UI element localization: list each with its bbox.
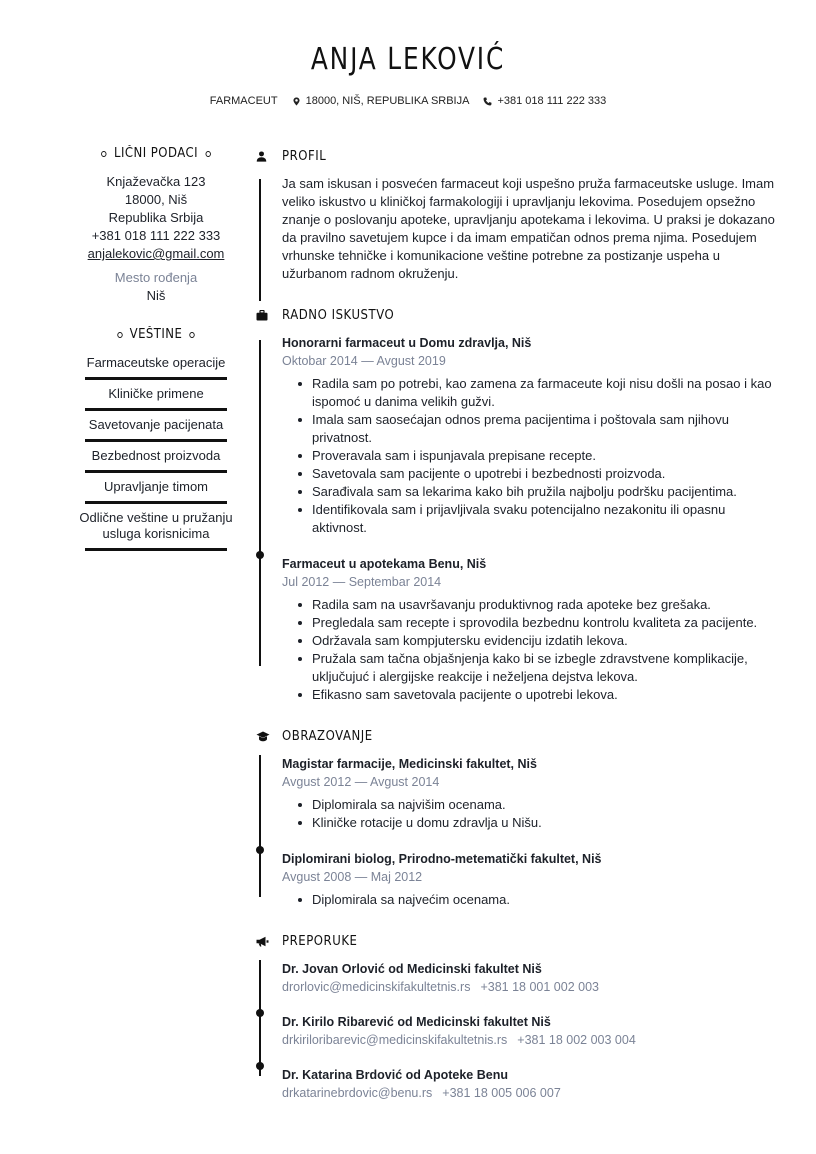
profile-heading [256,146,776,166]
person-icon [256,151,267,162]
header-contact-line [0,95,816,107]
education-heading [256,726,776,746]
skill-item: Upravljanje timom [103,479,209,494]
left-column [56,146,256,552]
timeline-node [256,1062,264,1070]
degree-date: Avgust 2008 — Maj 2012 [282,870,423,884]
reference-email[interactable]: drkatarinebrdovic@benu.rs [282,1086,433,1100]
job-entry [282,555,776,704]
reference-phone: +381 18 001 002 003 [480,980,599,994]
personal-heading-text: LIČNI PODACI [114,146,198,161]
skill-bar [85,501,227,504]
reference-email[interactable]: drorlovic@medicinskifakultetnis.rs [282,980,471,994]
bullet-item: Identifikovala sam i prijavljivala svaku potencijalno nezakonitu ili opasnu aktivnost. [282,501,776,537]
reference-contact [282,978,776,996]
job-title: Honorarni farmaceut u Domu zdravlja, Niš [282,336,532,350]
education-entry [282,850,776,909]
degree-title: Magistar farmacije, Medicinski fakultet, Niš [282,757,537,771]
bullet-item: Diplomirala sa najvećim ocenama. [282,891,776,909]
bullet-item: Savetovala sam pacijente o upotrebi i bezbednosti proizvoda. [282,465,776,483]
address-country: Republika Srbija [108,210,204,225]
profile-text: Ja sam iskusan i posvećen farmaceut koji uspešno pruža farmaceutske usluge. Imam veliko iskustvo u kliničkoj farmakologiji i upravljanju lekovima. Posedujem opsežno znanje o poslovanju apoteke, upravljanju apotekama i lekovima. U praksi je dokazano da pravilno savetujem kupce i da imam empatičan odnos prema njima. Posedujem vrhunske tehničke i komunikacione veštine potrebne za postizanje uspeha u užurbanom radnom okruženju. [282,176,775,281]
header-phone-text: +381 018 111 222 333 [497,95,607,107]
skill-bar [85,377,227,380]
timeline-node [256,551,264,559]
bullet-item: Proveravala sam i ispunjavala prepisane recepte. [282,447,776,465]
heading-dot-icon [101,151,106,157]
phone-icon [483,97,492,106]
timeline-line [259,340,261,666]
header-location-text: 18000, NIŠ, REPUBLIKA SRBIJA [305,95,470,107]
job-date: Oktobar 2014 — Avgust 2019 [282,354,446,368]
heading-dot-icon [205,151,210,157]
location-pin-icon [292,97,301,106]
heading-dot-icon [190,332,195,338]
timeline-line [259,755,261,897]
degree-date: Avgust 2012 — Avgust 2014 [282,775,440,789]
bullet-item: Imala sam saosećajan odnos prema pacijentima i poštovala sam njihovu privatnost. [282,411,776,447]
personal-phone: +381 018 111 222 333 [91,228,221,243]
skills-heading-text: VEŠTINE [129,327,183,342]
skill-item: Kliničke primene [108,386,204,401]
reference-phone: +381 18 002 003 004 [517,1033,636,1047]
bullet-item: Pružala sam tačna objašnjenja kako bi se izbegle zdravstvene komplikacije, uključujuć i alergijske reakcije i neželjena dejstva lekova. [282,650,776,686]
heading-dot-icon [117,332,122,338]
megaphone-icon [256,936,269,947]
timeline-line [259,179,261,301]
email-link[interactable]: anjalekovic@gmail.com [87,246,225,261]
degree-bullets [282,796,776,832]
reference-entry [282,1066,776,1102]
job-bullets [282,375,776,537]
skills-list [56,350,256,551]
reference-entry [282,1013,776,1049]
candidate-name: ANJA LEKOVIĆ [310,42,506,77]
timeline-node [256,846,264,854]
experience-heading [256,305,776,325]
bullet-item: Radila sam na usavršavanju produktivnog rada apoteke bez grešaka. [282,596,776,614]
reference-name: Dr. Katarina Brdović od Apoteke Benu [282,1068,508,1082]
reference-contact [282,1031,776,1049]
briefcase-icon [256,310,268,321]
bullet-item: Sarađivala sam sa lekarima kako bih pružila najbolju podršku pacijentima. [282,483,776,501]
experience-heading-text: RADNO ISKUSTVO [282,307,395,323]
job-date: Jul 2012 — Septembar 2014 [282,575,442,589]
job-title-text: FARMACEUT [209,95,278,107]
skill-item: Savetovanje pacijenata [88,417,224,432]
timeline-line [259,960,261,1076]
birthplace-value: Niš [146,288,166,303]
header-location [292,95,470,107]
skill-item: Farmaceutske operacije [86,355,226,370]
bullet-item: Efikasno sam savetovala pacijente o upotrebi lekova. [282,686,776,704]
skill-bar [85,408,227,411]
job-title [210,95,278,107]
skill-item: Odlične veštine u pružanju usluga korisnicima [79,510,233,541]
bullet-item: Kliničke rotacije u domu zdravlja u Nišu. [282,814,776,832]
job-entry [282,334,776,537]
profile-section [256,175,776,283]
birthplace-label: Mesto rođenja [114,270,198,285]
personal-details [56,173,256,305]
references-heading [256,931,776,951]
skill-bar [85,470,227,473]
education-heading-text: OBRAZOVANJE [282,728,373,744]
job-title: Farmaceut u apotekama Benu, Niš [282,557,487,571]
address-city: 18000, Niš [124,192,188,207]
job-bullets [282,596,776,704]
right-column [256,146,776,1102]
bullet-item: Radila sam po potrebi, kao zamena za farmaceute koji nisu došli na posao i kao ispomoć u danima velikih gužvi. [282,375,776,411]
graduation-cap-icon [256,731,270,742]
bullet-item: Pregledala sam recepte i sprovodila bezbednu kontrolu kvaliteta za pacijente. [282,614,776,632]
profile-heading-text: PROFIL [282,148,327,164]
degree-bullets [282,891,776,909]
references-heading-text: PREPORUKE [282,933,358,949]
education-section [256,755,776,909]
reference-entry [282,960,776,996]
reference-phone: +381 18 005 006 007 [442,1086,561,1100]
reference-contact [282,1084,776,1102]
reference-email[interactable]: drkiriloribarevic@medicinskifakultetnis.rs [282,1033,508,1047]
address-street: Knjaževačka 123 [106,174,206,189]
bullet-item: Održavala sam kompjutersku evidenciju izdatih lekova. [282,632,776,650]
bullet-item: Diplomirala sa najvišim ocenama. [282,796,776,814]
personal-heading [66,146,246,161]
skill-bar [85,548,227,551]
timeline-node [256,1009,264,1017]
skill-bar [85,439,227,442]
degree-title: Diplomirani biolog, Prirodno-metematički fakultet, Niš [282,852,602,866]
experience-section [256,334,776,704]
references-section [256,960,776,1102]
skills-heading [66,327,246,342]
reference-name: Dr. Kirilo Ribarević od Medicinski fakultet Niš [282,1015,551,1029]
skill-item: Bezbednost proizvoda [91,448,221,463]
education-entry [282,755,776,832]
header-phone [483,95,606,107]
reference-name: Dr. Jovan Orlović od Medicinski fakultet Niš [282,962,542,976]
